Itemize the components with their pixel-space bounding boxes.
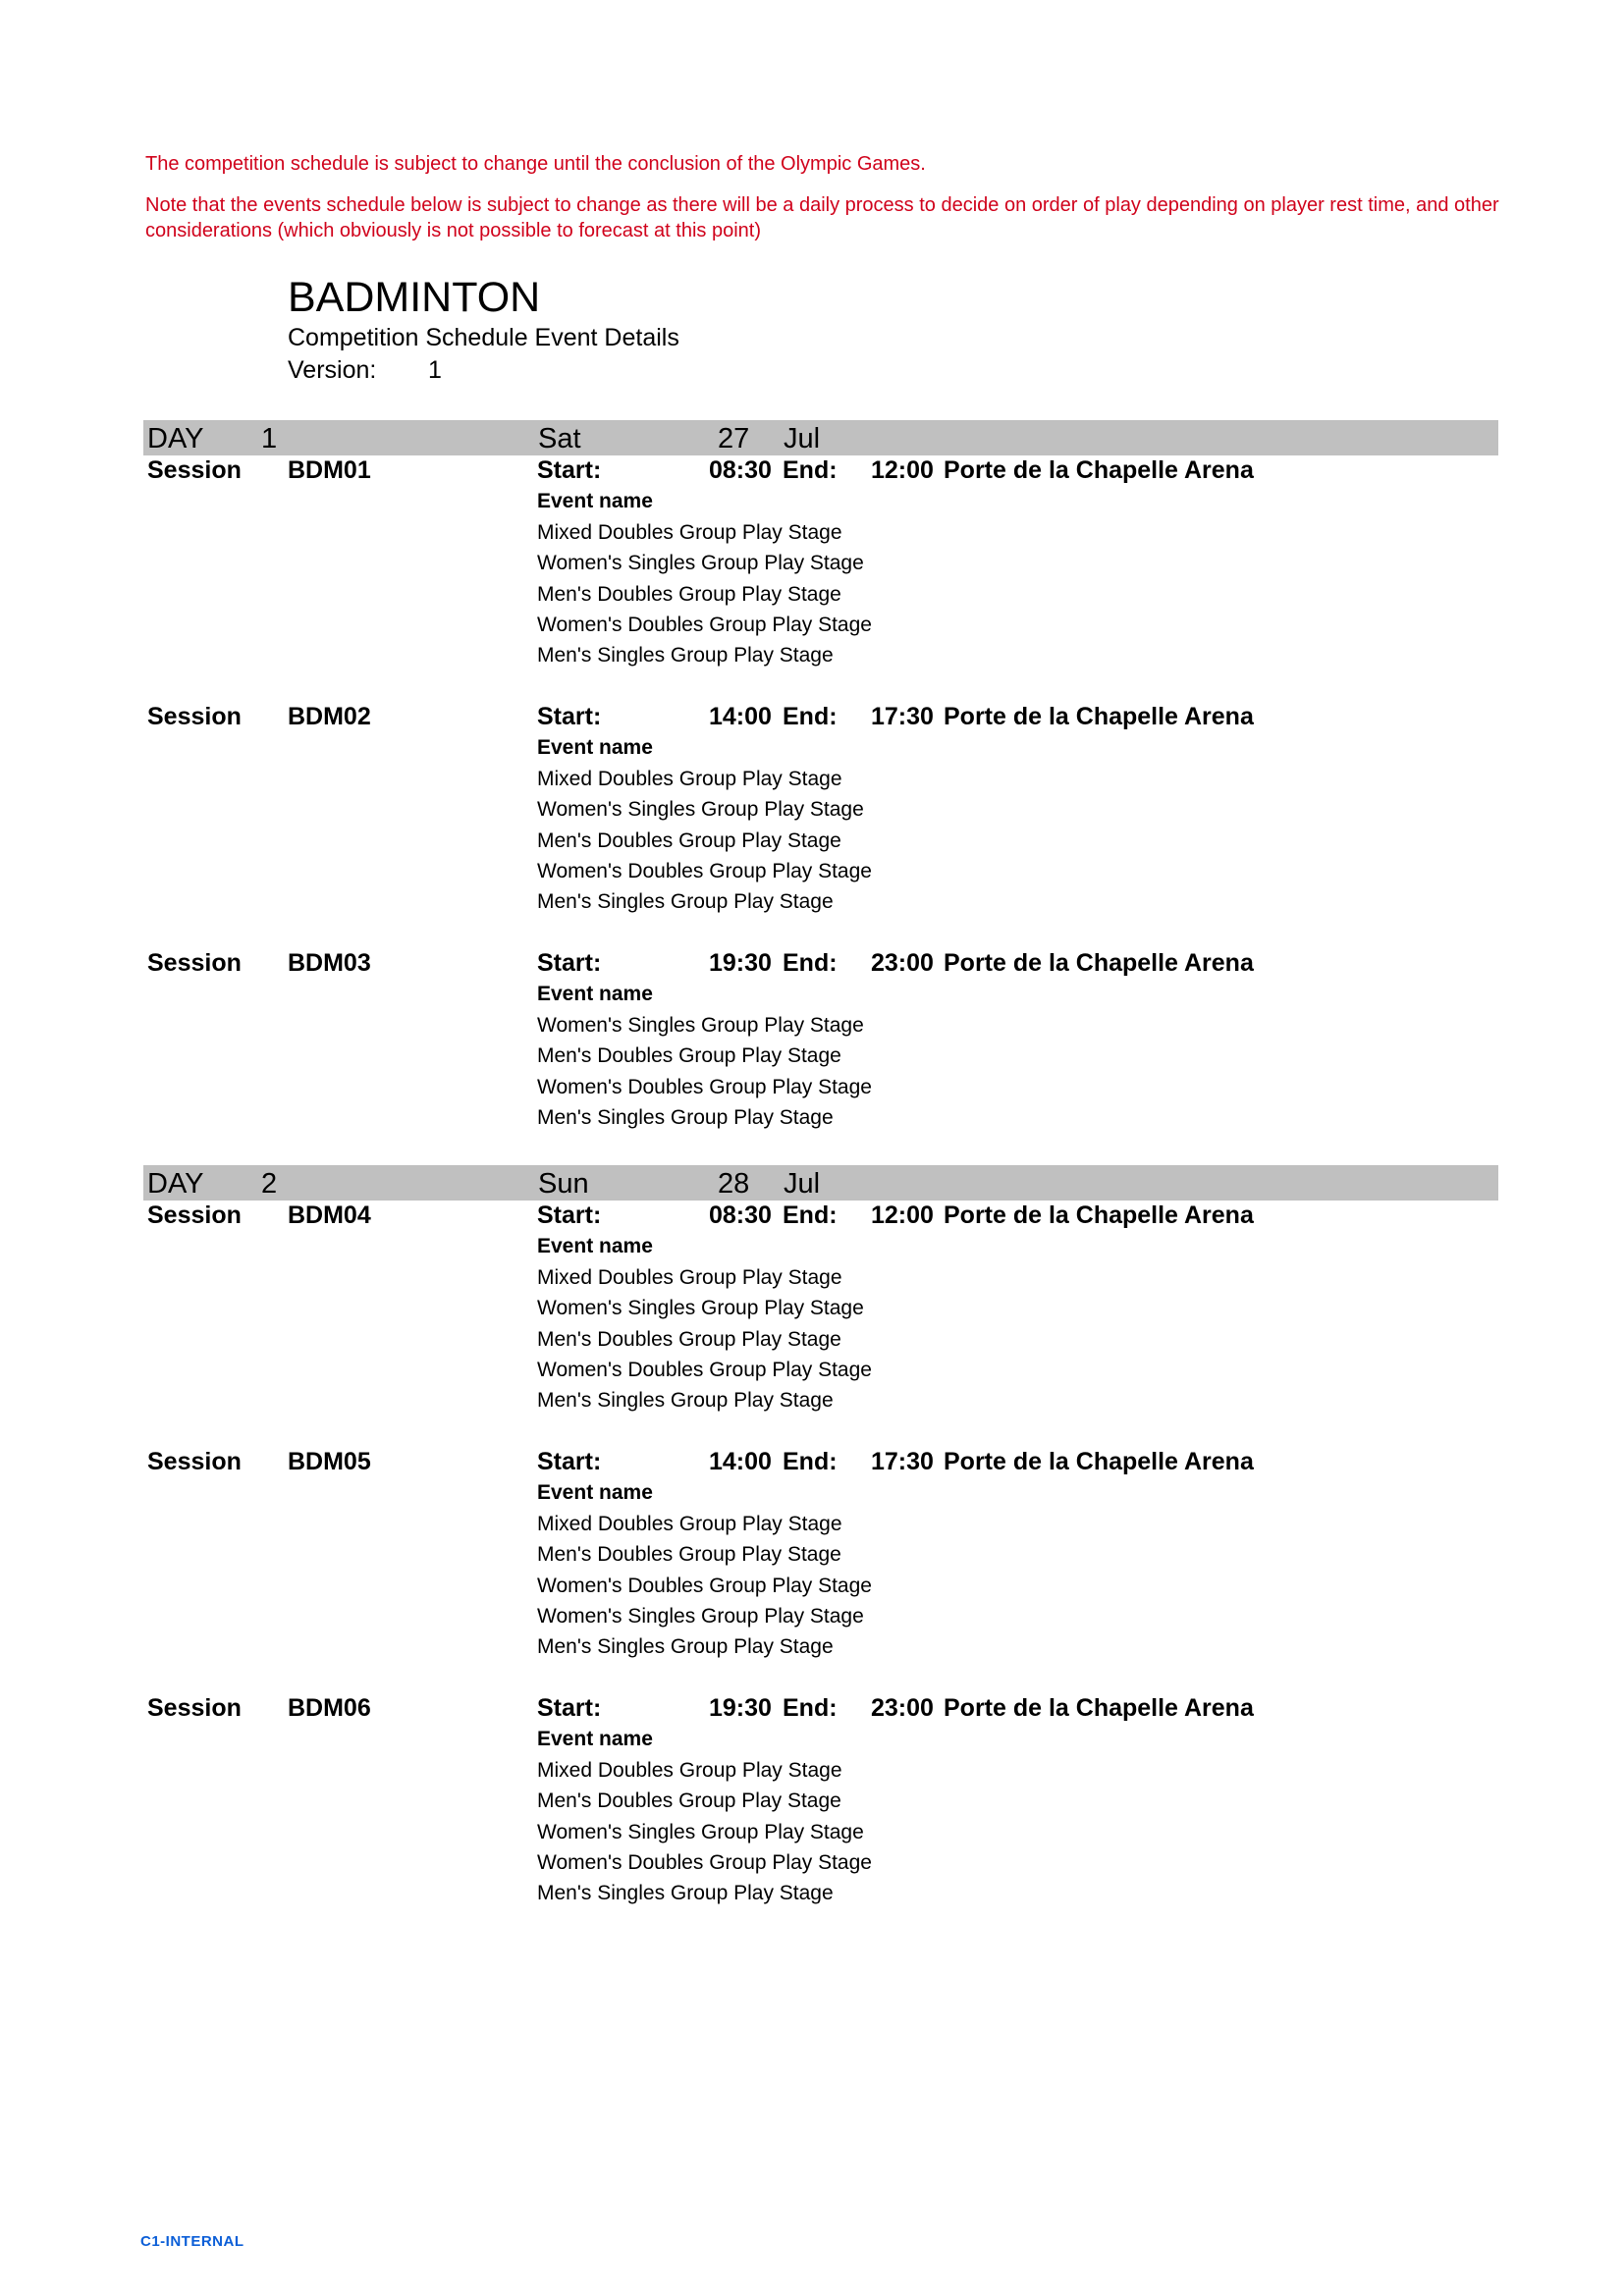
event-list (537, 1262, 872, 1415)
session-label: Session (147, 703, 242, 730)
day-number: 2 (261, 1168, 278, 1200)
list-item: Men's Singles Group Play Stage (537, 644, 834, 667)
event-list (537, 1509, 872, 1662)
end-time: 17:30 (871, 703, 934, 730)
start-time: 14:00 (709, 703, 772, 730)
event-name-header: Event name (537, 983, 653, 1005)
end-label: End: (783, 1694, 838, 1722)
event-name-header: Event name (537, 736, 653, 759)
event-list (537, 1010, 872, 1133)
venue: Porte de la Chapelle Arena (944, 1694, 1254, 1722)
list-item: Mixed Doubles Group Play Stage (537, 768, 842, 790)
list-item: Men's Singles Group Play Stage (537, 1105, 834, 1129)
end-time: 12:00 (871, 1201, 934, 1229)
list-item: Mixed Doubles Group Play Stage (537, 1513, 842, 1535)
list-item: Women's Doubles Group Play Stage (537, 859, 872, 882)
page-title: BADMINTON (288, 274, 541, 321)
list-item: Women's Singles Group Play Stage (537, 1297, 864, 1320)
day-header-2 (143, 1165, 1498, 1201)
day-date: 27 (718, 423, 750, 454)
end-label: End: (783, 1448, 838, 1475)
session-label: Session (147, 456, 242, 484)
end-label: End: (783, 1201, 838, 1229)
day-month: Jul (784, 423, 821, 454)
list-item: Mixed Doubles Group Play Stage (537, 1266, 842, 1289)
start-time: 08:30 (709, 456, 772, 484)
events-schedule-notice: Note that the events schedule below is subject to change as there will be a daily process to decide on order of play depending on player rest time, and other considerations (which obviously is not possible to forecast at this point) (145, 194, 1499, 241)
end-time: 23:00 (871, 949, 934, 977)
list-item: Men's Doubles Group Play Stage (537, 582, 841, 606)
session-label: Session (147, 1201, 242, 1229)
end-label: End: (783, 703, 838, 730)
schedule-change-notice: The competition schedule is subject to change until the conclusion of the Olympic Games. (145, 153, 926, 175)
day-label: DAY (147, 423, 204, 454)
list-item: Women's Doubles Group Play Stage (537, 1358, 872, 1381)
list-item: Men's Singles Group Play Stage (537, 1882, 834, 1905)
start-label: Start: (537, 1448, 602, 1475)
start-label: Start: (537, 1694, 602, 1722)
list-item: Men's Doubles Group Play Stage (537, 828, 841, 852)
start-label: Start: (537, 703, 602, 730)
list-item: Women's Doubles Group Play Stage (537, 613, 872, 636)
event-name-header: Event name (537, 1235, 653, 1257)
event-name-header: Event name (537, 1728, 653, 1750)
start-label: Start: (537, 949, 602, 977)
session-code: BDM05 (288, 1448, 371, 1475)
session-code: BDM01 (288, 456, 371, 484)
list-item: Women's Singles Group Play Stage (537, 1820, 864, 1843)
list-item: Men's Singles Group Play Stage (537, 1635, 834, 1659)
list-item: Men's Singles Group Play Stage (537, 1389, 834, 1413)
list-item: Women's Doubles Group Play Stage (537, 1574, 872, 1597)
day-month: Jul (784, 1168, 821, 1200)
event-list (537, 1755, 872, 1908)
session-label: Session (147, 1694, 242, 1722)
list-item: Men's Doubles Group Play Stage (537, 1789, 841, 1813)
venue: Porte de la Chapelle Arena (944, 456, 1254, 484)
list-item: Men's Doubles Group Play Stage (537, 1543, 841, 1567)
start-time: 08:30 (709, 1201, 772, 1229)
event-name-header: Event name (537, 490, 653, 512)
session-label: Session (147, 1448, 242, 1475)
day-date: 28 (718, 1168, 750, 1200)
end-label: End: (783, 456, 838, 484)
day-header-1 (143, 420, 1498, 455)
venue: Porte de la Chapelle Arena (944, 703, 1254, 730)
event-list (537, 517, 872, 670)
event-list (537, 764, 872, 917)
list-item: Women's Doubles Group Play Stage (537, 1850, 872, 1874)
venue: Porte de la Chapelle Arena (944, 1448, 1254, 1475)
start-time: 14:00 (709, 1448, 772, 1475)
venue: Porte de la Chapelle Arena (944, 949, 1254, 977)
start-label: Start: (537, 1201, 602, 1229)
list-item: Women's Singles Group Play Stage (537, 1604, 864, 1628)
version-value: 1 (428, 356, 442, 384)
start-time: 19:30 (709, 1694, 772, 1722)
list-item: Women's Singles Group Play Stage (537, 1014, 864, 1037)
session-label: Session (147, 949, 242, 977)
list-item: Men's Doubles Group Play Stage (537, 1044, 841, 1068)
list-item: Women's Doubles Group Play Stage (537, 1075, 872, 1098)
end-time: 23:00 (871, 1694, 934, 1722)
list-item: Men's Singles Group Play Stage (537, 890, 834, 914)
start-label: Start: (537, 456, 602, 484)
start-time: 19:30 (709, 949, 772, 977)
list-item: Women's Singles Group Play Stage (537, 798, 864, 822)
list-item: Mixed Doubles Group Play Stage (537, 1759, 842, 1782)
session-code: BDM06 (288, 1694, 371, 1722)
list-item: Mixed Doubles Group Play Stage (537, 521, 842, 544)
session-code: BDM03 (288, 949, 371, 977)
venue: Porte de la Chapelle Arena (944, 1201, 1254, 1229)
version-label: Version: (288, 356, 377, 384)
day-label: DAY (147, 1168, 204, 1200)
day-weekday: Sat (538, 423, 581, 454)
event-name-header: Event name (537, 1481, 653, 1504)
end-time: 12:00 (871, 456, 934, 484)
day-weekday: Sun (538, 1168, 589, 1200)
list-item: Women's Singles Group Play Stage (537, 552, 864, 575)
page-subtitle: Competition Schedule Event Details (288, 324, 679, 351)
list-item: Men's Doubles Group Play Stage (537, 1327, 841, 1351)
end-time: 17:30 (871, 1448, 934, 1475)
day-number: 1 (261, 423, 278, 454)
session-code: BDM02 (288, 703, 371, 730)
session-code: BDM04 (288, 1201, 371, 1229)
end-label: End: (783, 949, 838, 977)
classification-label: C1-INTERNAL (140, 2233, 244, 2250)
